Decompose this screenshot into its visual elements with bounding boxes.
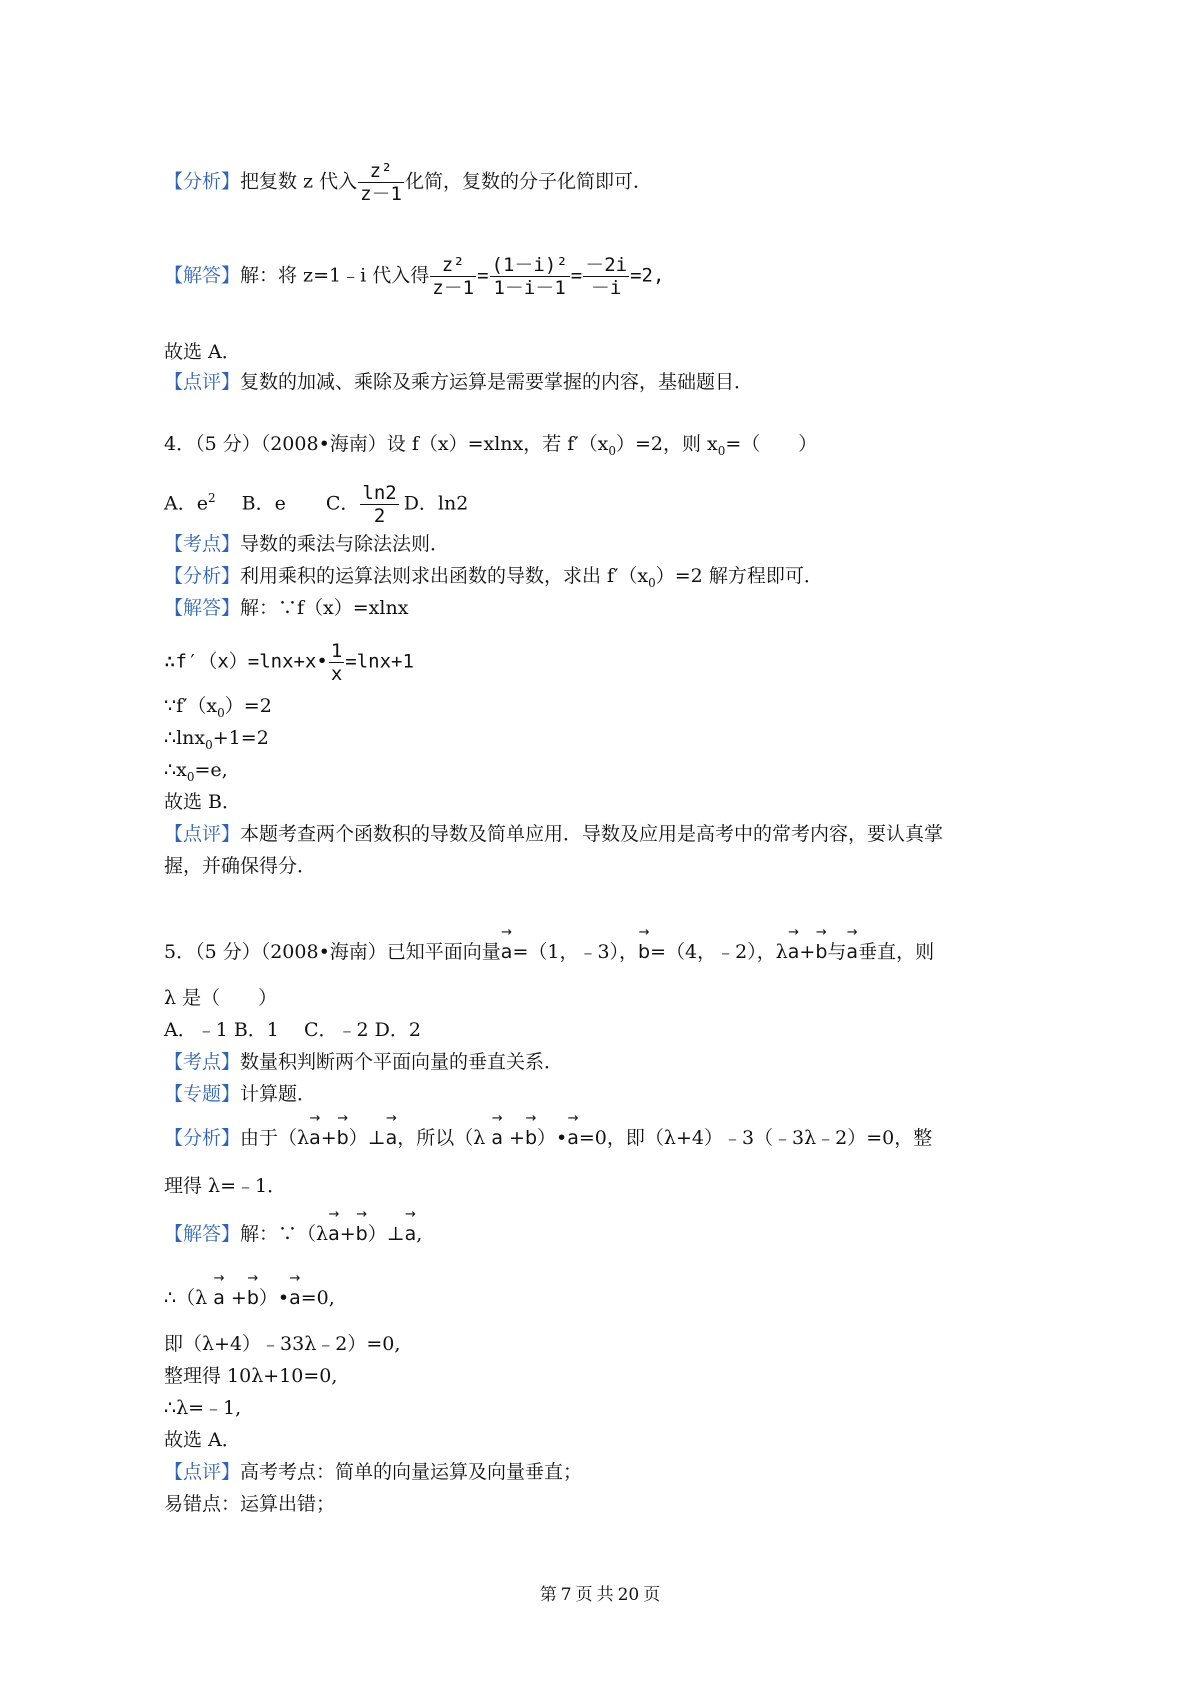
q5-choice: 故选 A．	[164, 1429, 241, 1451]
q5-zhuanti: 【专题】计算题．	[164, 1083, 317, 1105]
page-footer: 第 7 页 共 20 页	[539, 1585, 661, 1605]
fraction: $\frac{\text{z²}}{z-1}$	[360, 160, 402, 205]
vector-a: → a	[787, 925, 800, 963]
q4-choice: 故选 B．	[164, 791, 242, 813]
q4-step2: $\because f'(x_0)=2$	[164, 695, 272, 720]
q4-step1: ∴f′（x）=lnx+x• $\frac{1}{x}$ =lnx+1	[164, 640, 414, 685]
q5-kaodian: 【考点】数量积判断两个平面向量的垂直关系．	[164, 1051, 564, 1073]
q5-analysis: 【分析】由于（λ → a+ → b）⊥ → a，所以（λ → a + → b）• → a=0，即（λ+4）﹣3（﹣3λ﹣2）=0，整	[164, 1111, 933, 1149]
q5-step2: 即（λ+4）﹣33λ﹣2）=0,	[164, 1333, 401, 1355]
q3-comment: 【点评】复数的加减、乘除及乘方运算是需要掌握的内容，基础题目．	[164, 371, 754, 393]
fraction: $\frac{1}{x}$	[330, 640, 343, 685]
q4-solution: 【解答】解：∵f（x）=xlnx	[164, 597, 409, 619]
tag-jieda: 【解答】	[164, 264, 241, 287]
q5-yicuo: 易错点：运算出错；	[164, 1493, 336, 1515]
q4-comment: 【点评】本题考查两个函数积的导数及简单应用．导数及应用是高考中的常考内容，要认真掌	[164, 823, 944, 845]
fraction: $\frac{-2i}{-i}$	[585, 254, 628, 299]
q5-solution: 【解答】解：∵（λ → a+ → b）⊥ → a,	[164, 1207, 423, 1245]
vector-b: → b	[815, 925, 828, 963]
q5-step4: ∴λ=﹣1,	[164, 1397, 242, 1419]
q4-comment-cont: 握，并确保得分．	[164, 855, 317, 877]
q4-options: A．$e^2$ B．e C． $\frac{\ln 2}{2}$ D．ln2	[164, 482, 469, 527]
q5-comment: 【点评】高考考点：简单的向量运算及向量垂直；	[164, 1461, 583, 1483]
fraction: $\frac{\ln 2}{2}$	[362, 482, 397, 527]
q4-analysis: 【分析】利用乘积的运算法则求出函数的导数，求出 $f'(x_0)=2$ 解方程即可．	[164, 565, 823, 590]
vector-a: → a	[846, 925, 859, 963]
q4-stem: 4．（5 分）（2008•海南）设 f（x）=xlnx，若 $f'(x_0)=2$，则 $x_0=$（ ）	[164, 433, 818, 458]
q5-step3: 整理得 10λ+10=0,	[164, 1365, 338, 1387]
fraction: $\frac{\text{z²}}{z-1}$	[432, 254, 475, 299]
q5-options: A．﹣1 B．1 C．﹣2 D．2	[164, 1019, 421, 1041]
vector-b: → b	[638, 925, 651, 963]
q4-step3: ∴lnx$_0$+1=2	[164, 727, 269, 752]
q5-step1: ∴（λ → a + → b）• → a=0,	[164, 1271, 335, 1309]
tag-fenxi: 【分析】	[164, 170, 241, 193]
q3-choice: 故选 A．	[164, 341, 241, 363]
q4-kaodian: 【考点】导数的乘法与除法法则．	[164, 533, 450, 555]
vector-a: → a	[500, 925, 513, 963]
q3-solution: 【解答】解：将 z=1﹣i 代入得 $\frac{\text{z²}}{z-1}$ = $\frac{\text{(1－i)²}}{1-i-1}$ = $\frac{-2i}{-i}$ =2,	[164, 254, 665, 299]
q5-stem-cont: λ 是（ ）	[164, 987, 278, 1009]
q3-analysis: 【分析】把复数 z 代入 $\frac{\text{z²}}{z-1}$ 化简，复数的分子化简即可．	[164, 160, 653, 205]
fraction: $\frac{\text{(1－i)²}}{1-i-1}$	[491, 254, 568, 299]
q5-stem: 5．（5 分）（2008•海南）已知平面向量 → a=（1，﹣3）， → b=（4，﹣2），λ → a+ → b与 → a垂直，则	[164, 925, 935, 963]
q5-analysis-cont: 理得 λ=﹣1．	[164, 1175, 287, 1197]
q4-step4: $\therefore x_0=e$,	[164, 759, 228, 784]
